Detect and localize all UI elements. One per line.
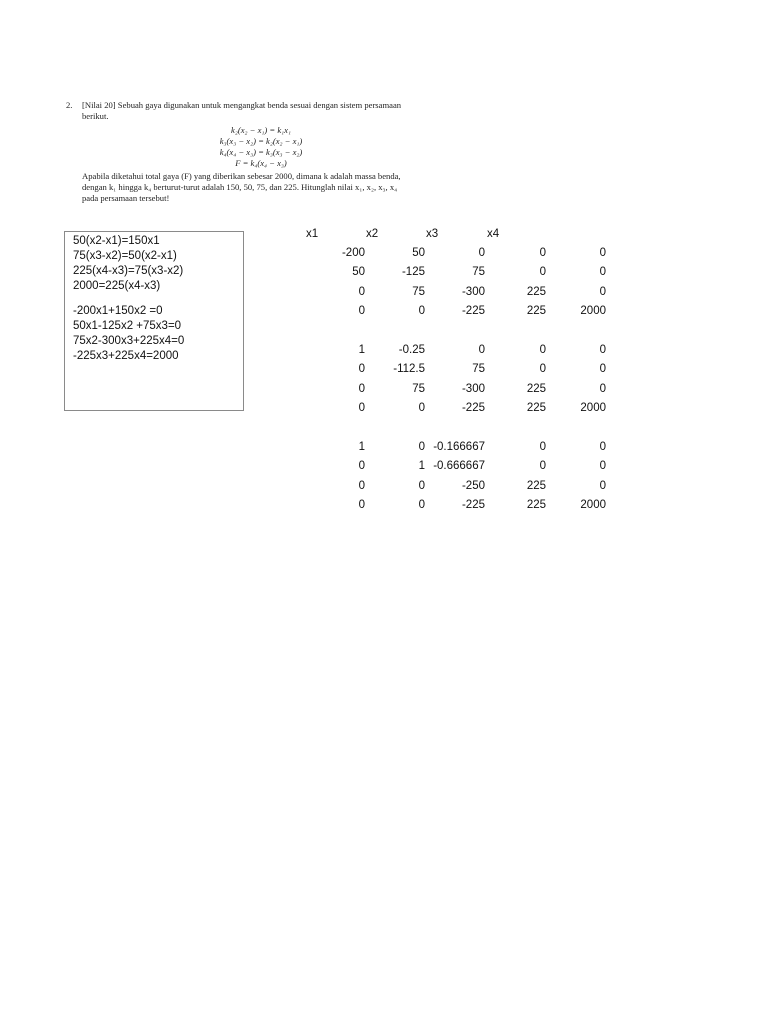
matrix-cell: 0 [358,382,365,395]
matrix-cell: 225 [526,498,546,511]
equation-line: 50(x2-x1)=150x1 [73,235,160,247]
matrix-cell: -225 [461,304,485,317]
equation-line: 75(x3-x2)=50(x2-x1) [73,250,177,262]
matrix-cell: 75 [472,266,485,279]
problem-body [82,171,454,204]
matrix-cell: 0 [478,344,485,356]
matrix-cell: 225 [526,285,546,298]
matrix-cell: 75 [412,285,425,298]
matrix-cell: 225 [526,479,546,492]
matrix-cell: -112.5 [393,363,425,376]
problem-intro-line: [Nilai 20] Sebuah gaya digunakan untuk mengangkat benda sesuai dengan sistem persamaan [82,100,402,110]
problem-equation: k₂(x₂ − x₁) = k₁x₁ [231,125,291,135]
matrix-cell: 0 [418,401,425,414]
matrix-cell: 0 [599,247,606,259]
matrix-cell: -225 [461,498,485,511]
matrix-cell: 0 [478,247,485,259]
matrix-cell: 0 [358,401,365,414]
matrix-cell: 50 [352,266,365,279]
matrix-cell: 1 [358,441,365,453]
matrix-cell: 1 [358,344,365,356]
matrix-cell: -300 [461,382,485,395]
matrix-cell: 0 [358,285,365,298]
matrix-cell: -125 [401,266,425,279]
column-header-x4: x4 [487,228,500,240]
matrix-cell: 0 [599,266,606,279]
matrix-cell: -0.166667 [433,441,485,453]
matrix-cell: 75 [412,382,425,395]
matrix-cell: 0 [358,498,365,511]
matrix-cell: -0.666667 [433,460,485,473]
equation-line: 225(x4-x3)=75(x3-x2) [73,265,184,277]
matrix-cell: 0 [418,441,425,453]
matrix-cell: -0.25 [398,344,425,356]
matrix-cell: 0 [599,441,606,453]
column-header-x3: x3 [426,228,439,240]
matrix-cell: 0 [599,460,606,473]
matrix-cell: 0 [599,363,606,376]
matrix-cell: 0 [599,479,606,492]
problem-equation: k₄(x₄ − x₃) = k₃(x₃ − x₂) [219,147,303,157]
matrix-cell: 0 [539,363,546,376]
problem-intro [82,100,454,122]
column-header-x1: x1 [306,228,319,240]
matrix-cell: 2000 [580,304,606,317]
matrix-cell: -250 [461,479,485,492]
matrix-cell: 0 [599,285,606,298]
problem-body-line: pada persamaan tersebut! [82,193,170,203]
equation-line: 50x1-125x2 +75x3=0 [73,320,182,332]
matrix-cell: 225 [526,304,546,317]
column-header-x2: x2 [366,228,379,240]
problem-intro-line: berikut. [82,111,109,121]
matrix-cell: -225 [461,401,485,414]
matrix-cell: 225 [526,382,546,395]
equation-line: -225x3+225x4=2000 [73,350,179,362]
matrix-cell: 0 [539,441,546,453]
matrix-cell: 0 [539,460,546,473]
matrix-cell: 0 [418,479,425,492]
matrix-cell: -200 [341,247,365,259]
problem-body-line: dengan k₁ hingga k₄ berturut-turut adalah 150, 50, 75, dan 225. Hitunglah nilai x₁, x₂, x₃, x₄ [82,182,398,192]
matrix-cell: 0 [599,382,606,395]
matrix-cell: 0 [539,266,546,279]
problem-body-line: Apabila diketahui total gaya (F) yang diberikan sebesar 2000, dimana k adalah massa benda, [82,171,401,181]
matrix-cell: 0 [358,479,365,492]
matrix-cell: -300 [461,285,485,298]
matrix-cell: 0 [599,344,606,356]
matrix-cell: 2000 [580,498,606,511]
equations-box [64,231,244,411]
equation-line: 75x2-300x3+225x4=0 [73,335,185,347]
matrix-cell: 2000 [580,401,606,414]
matrix-cell: 0 [358,363,365,376]
matrix-cell: 0 [418,304,425,317]
matrix-cell: 1 [418,460,425,473]
problem-equation: k₃(x₃ − x₂) = k₂(x₂ − x₁) [219,136,303,146]
problem-equation: F = k₄(x₄ − x₃) [235,158,287,168]
matrix-cell: 0 [418,498,425,511]
equation-line: -200x1+150x2 =0 [73,305,163,317]
matrix-cell: 0 [539,344,546,356]
matrix-cell: 0 [539,247,546,259]
matrix-cell: 0 [358,460,365,473]
matrix-cell: 225 [526,401,546,414]
problem-number: 2. [66,100,73,110]
equation-line: 2000=225(x4-x3) [73,280,161,292]
matrix-cell: 0 [358,304,365,317]
matrix-cell: 75 [472,363,485,376]
matrix-cell: 50 [412,247,425,259]
